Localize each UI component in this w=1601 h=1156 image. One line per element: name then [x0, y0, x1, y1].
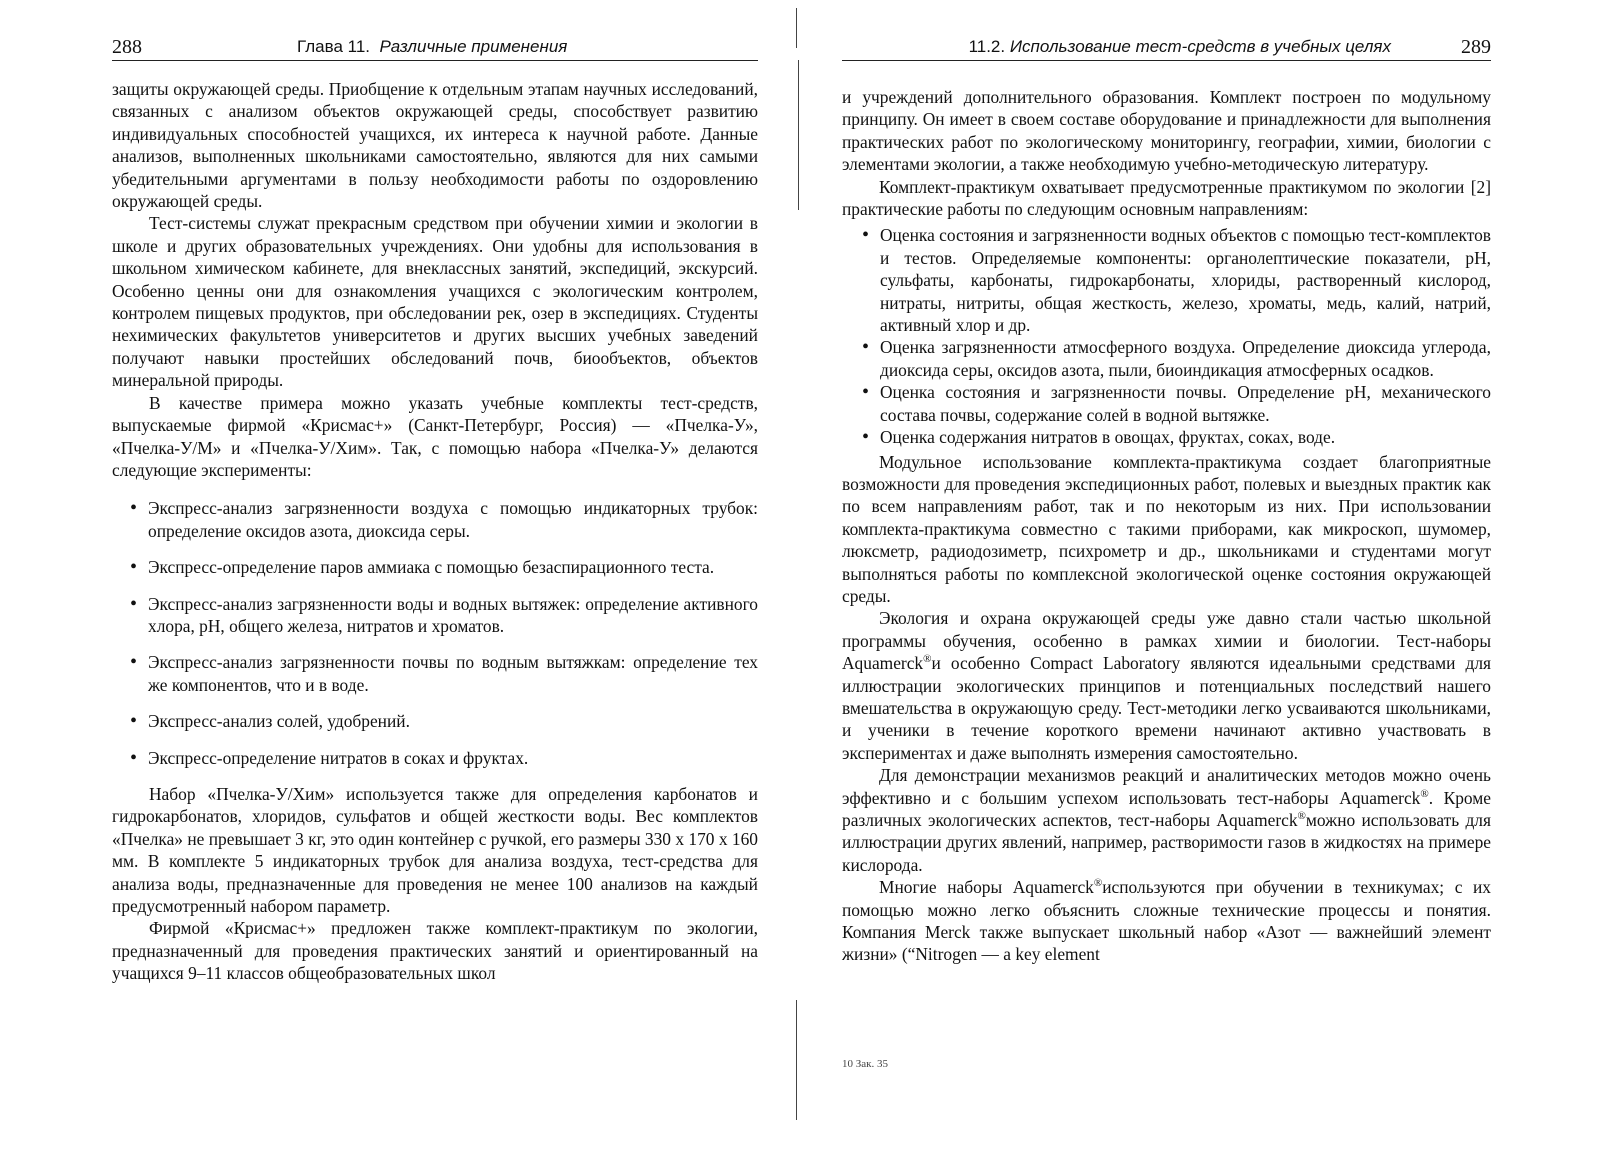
chapter-title: Различные применения: [379, 37, 568, 56]
paragraph: Фирмой «Крисмас+» предложен также комплект-практикум по экологии, предназначенный для проведения практических занятий и ориентированный на учащихся 9–11 классов общеобразовательных школ: [112, 918, 758, 984]
text-run: Многие наборы Aquamerck: [879, 877, 1094, 898]
list-item: • Экспресс-определение паров аммиака с помощью безаспирационного теста.: [128, 556, 758, 578]
paragraph: защиты окружающей среды. Приобщение к отдельным этапам научных исследований, связанных с анализом объектов окружающей среды, способствует развитию индивидуальных способностей учащихся, их интереса к научной работе. Данные анализов, выполненных школьниками самостоятельно, являются для них самыми убедительными аргументами в пользу необходимости работы по оздоровлению окружающей среды.: [112, 79, 758, 212]
bullet-list: [128, 497, 758, 769]
list-item: • Оценка состояния и загрязненности водных объектов с помощью тест-комплектов и тестов. Определяемые компоненты: органолептические показатели, pH, сульфаты, карбонаты, гидрокарбонаты, хлориды, растворенный кислород, нитраты, нитриты, общая жесткость, железо, хроматы, медь, калий, натрий, активный хлор и др.: [860, 224, 1491, 336]
list-item: • Экспресс-анализ загрязненности воздуха с помощью индикаторных трубок: определение оксидов азота, диоксида серы.: [128, 497, 758, 542]
left-page: [0, 0, 790, 1156]
running-head: [969, 36, 1391, 58]
bullet-list: [860, 224, 1491, 448]
registered-mark: ®: [1297, 810, 1306, 823]
list-item: • Оценка загрязненности атмосферного воздуха. Определение диоксида углерода, диоксида серы, оксидов азота, пыли, биоиндикация атмосферных осадков.: [860, 336, 1491, 381]
paragraph: Комплект-практикум охватывает предусмотренные практикумом по экологии [2] практические работы по следующим основным направлениям:: [842, 176, 1491, 220]
paragraph: Набор «Пчелка-У/Хим» используется также для определения карбонатов и гидрокарбонатов, хлоридов, сульфатов и общей жесткости воды. Вес комплектов «Пчелка» не превышает 3 кг, это один контейнер с ручкой, его размеры 330 х 170 х 160 мм. В комплекте 5 индикаторных трубок для анализа воздуха, тест-средства для анализа воды, предназначенные для проведения не менее 100 анализов на каждый предусмотренный набором параметр.: [112, 783, 758, 916]
chapter-label: Глава 11.: [297, 37, 371, 56]
section-label: 11.2.: [968, 37, 1006, 56]
gutter-line: [796, 8, 797, 48]
page-number: 288: [112, 36, 142, 58]
body-text: [112, 78, 758, 985]
right-page: [820, 0, 1601, 1156]
body-text: [842, 86, 1491, 966]
paragraph: [842, 607, 1491, 764]
registered-mark: ®: [923, 653, 932, 666]
paragraph: и учреждений дополнительного образования. Комплект построен по модульному принципу. Он имеет в своем составе оборудование и принадлежности для выполнения практических работ по экологическому мониторингу, географии, химии, биологии с элементами экологии, а также необходимую учебно-методическую литературу.: [842, 87, 1491, 175]
paragraph: [842, 764, 1491, 876]
gutter-line: [796, 1000, 797, 1120]
list-item: • Экспресс-анализ загрязненности воды и водных вытяжек: определение активного хлора, pH, общего железа, нитратов и хроматов.: [128, 593, 758, 638]
print-signature: 10 Зак. 35: [842, 1058, 888, 1070]
list-item: • Оценка состояния и загрязненности почвы. Определение pH, механического состава почвы, содержание солей в водной вытяжке.: [860, 381, 1491, 426]
text-run: Для демонстрации механизмов реакций и аналитических методов можно очень эффективно и с большим успехом использовать тест-наборы Aquamerck: [842, 765, 1491, 808]
text-run: используются при обучении в техникумах; с их помощью можно легко объяснить сложные технические процессы и понятия. Компания Merck также выпускает школьный набор «Азот — важнейший элемент жизни» (“Nitrogen — a key element: [842, 877, 1491, 965]
list-item: • Оценка содержания нитратов в овощах, фруктах, соках, воде.: [860, 426, 1491, 448]
list-item: • Экспресс-определение нитратов в соках и фруктах.: [128, 747, 758, 769]
running-header: [112, 36, 758, 61]
registered-mark: ®: [1420, 787, 1429, 800]
running-head: [297, 36, 567, 58]
page-number: 289: [1461, 36, 1491, 58]
paragraph: Тест-системы служат прекрасным средством при обучении химии и экологии в школе и других образовательных учреждениях. Они удобны для использования в школьном химическом кабинете, для внеклассных занятий, экспедиций, экскурсий. Особенно ценны они для ознакомления учащихся с экологическим контролем, контролем пищевых продуктов, при обследовании рек, озер в экспедициях. Студенты нехимических факультетов университетов и других высших учебных заведений получают навыки простейших обследований почв, биообъектов, объектов минеральной природы.: [112, 213, 758, 391]
gutter-line: [798, 60, 799, 210]
text-run: Экология и охрана окружающей среды уже давно стали частью школьной программы обучения, особенно в рамках химии и биологии. Тест-наборы Aquamerck: [842, 608, 1491, 674]
paragraph: Модульное использование комплекта-практикума создает благоприятные возможности для проведения экспедиционных работ, полевых и выездных практик как по всем направлениям работ, так и по некоторым из них. При использовании комплекта-практикума совместно с такими приборами, как микроскоп, шумомер, люксметр, радиодозиметр, психрометр и др., школьниками и студентами могут выполняться работы по комплексной экологической оценке состояния окружающей среды.: [842, 451, 1491, 606]
running-header: [842, 36, 1491, 61]
paragraph: В качестве примера можно указать учебные комплекты тест-средств, выпускаемые фирмой «Крисмас+» (Санкт-Петербург, Россия) — «Пчелка-У», «Пчелка-У/М» и «Пчелка-У/Хим». Так, с помощью набора «Пчелка-У» делаются следующие эксперименты:: [112, 392, 758, 480]
list-item: • Экспресс-анализ загрязненности почвы по водным вытяжкам: определение тех же компонентов, что и в воде.: [128, 651, 758, 696]
text-run: можно использовать для иллюстрации других явлений, например, растворимости газов в жидкостях на примере кислорода.: [842, 810, 1491, 875]
section-title: Использование тест-средств в учебных целях: [1009, 37, 1391, 56]
list-item: • Экспресс-анализ солей, удобрений.: [128, 710, 758, 732]
text-run: . Кроме различных экологических аспектов, тест-наборы Aquamerck: [842, 787, 1492, 830]
paragraph: [842, 876, 1491, 966]
registered-mark: ®: [1093, 877, 1103, 890]
text-run: и особенно Compact Laboratory являются идеальными средствами для иллюстрации экологических принципов и потенциальных последствий нашего вмешательства в окружающую среду. Тест-методики легко усваиваются школьниками, и ученики в течение короткого времени начинают активно участвовать в экспериментах и даже выполнять измерения самостоятельно.: [842, 653, 1491, 763]
